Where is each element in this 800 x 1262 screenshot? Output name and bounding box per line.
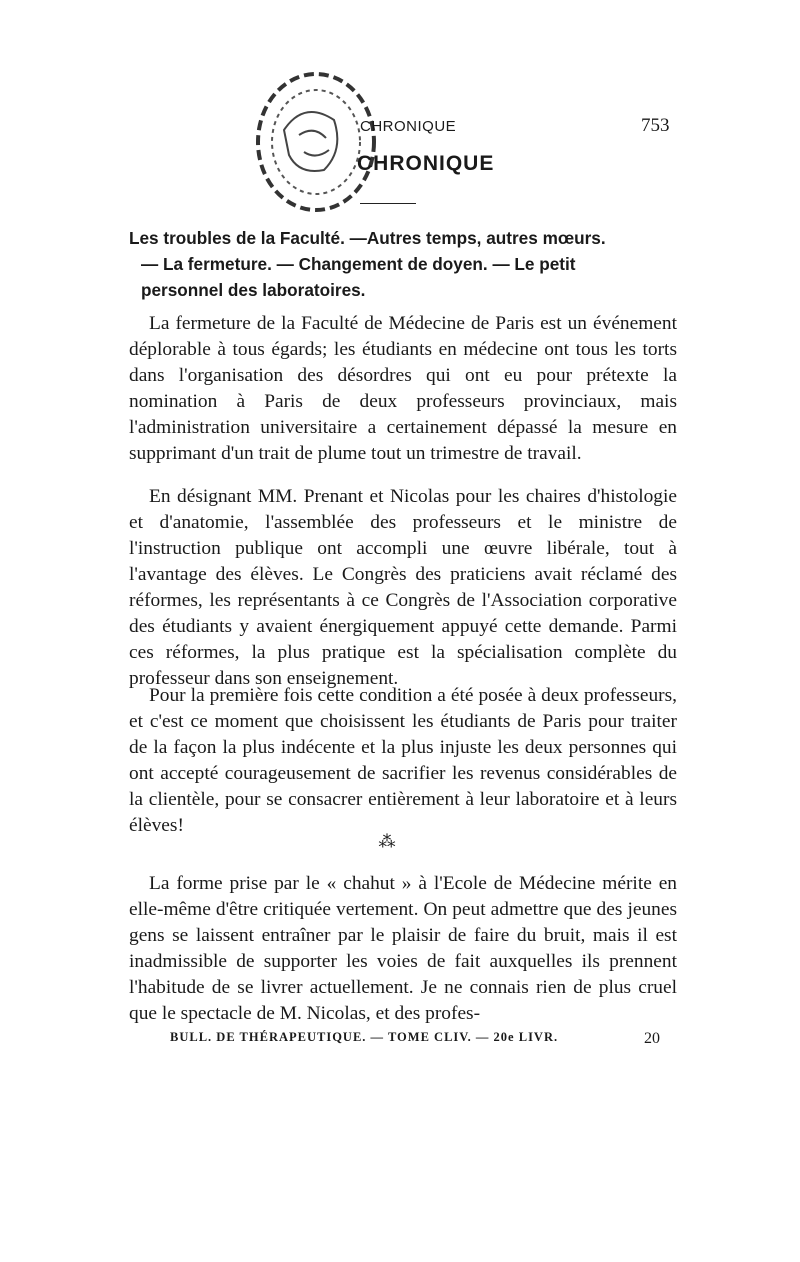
footer-signature: 20 bbox=[644, 1030, 660, 1047]
paragraph-4 bbox=[129, 871, 677, 1027]
paragraph-text: Pour la première fois cette condition a été posée à deux professeurs, et c'est ce moment que choisissent les étudiants de Paris pour traiter de la façon la plus indécente et la plus injuste les deux personnes qui ont accepté courageusement de sacrifier les revenus considérables de la clientèle, pour se consacrer entièrement à leur laboratoire et à leurs élèves! bbox=[129, 685, 677, 836]
running-head: CHRONIQUE bbox=[360, 118, 457, 135]
section-separator: ⁂ bbox=[378, 832, 396, 851]
page-footer bbox=[170, 1030, 660, 1048]
paragraph-2 bbox=[129, 484, 677, 692]
paragraph-3 bbox=[129, 683, 677, 839]
paragraph-text: La fermeture de la Faculté de Médecine de Paris est un événement déplorable à tous égards; les étudiants en médecine ont tous les torts dans l'organisation des désordres qui ont eu pour prétexte la nomination à Paris de deux professeurs provinciaux, mais l'administration universitaire a certainement dépassé la mesure en supprimant d'un trait de plume tout un trimestre de travail. bbox=[129, 313, 677, 464]
summary-line: Les troubles de la Faculté. —Autres temps, autres mœurs. bbox=[129, 228, 606, 248]
paragraph-text: La forme prise par le « chahut » à l'Ecole de Médecine mérite en elle-même d'être critiquée vertement. On peut admettre que des jeunes gens se laissent entraîner par le plaisir de faire du bruit, mais il est inadmissible de supporter les voies de fait auxquelles ils prennent l'habitude de se livrer actuellement. Je ne connais rien de plus cruel que le spectacle de M. Nicolas, et des profes- bbox=[129, 873, 677, 1024]
library-stamp-icon bbox=[244, 60, 394, 222]
article-summary bbox=[129, 225, 675, 303]
summary-line: personnel des laboratoires. bbox=[141, 280, 366, 300]
paragraph-1 bbox=[129, 311, 677, 467]
page-number: 753 bbox=[641, 115, 670, 136]
summary-line: — La fermeture. — Changement de doyen. — Le petit bbox=[141, 254, 576, 274]
title-rule bbox=[360, 203, 416, 204]
footer-journal: BULL. DE THÉRAPEUTIQUE. — TOME CLIV. — 20e LIVR. bbox=[170, 1030, 559, 1044]
section-title: CHRONIQUE bbox=[357, 152, 495, 175]
paragraph-text: En désignant MM. Prenant et Nicolas pour les chaires d'histologie et d'anatomie, l'assemblée des professeurs et le ministre de l'instruction publique ont accompli une œuvre libérale, tout à l'avantage des élèves. Le Congrès des praticiens avait réclamé des réformes, les représentants à ce Congrès de l'Association corporative des étudiants y avaient énergiquement appuyé cette demande. Parmi ces réformes, la plus pratique est la spécialisation complète du professeur dans son enseignement. bbox=[129, 486, 677, 689]
